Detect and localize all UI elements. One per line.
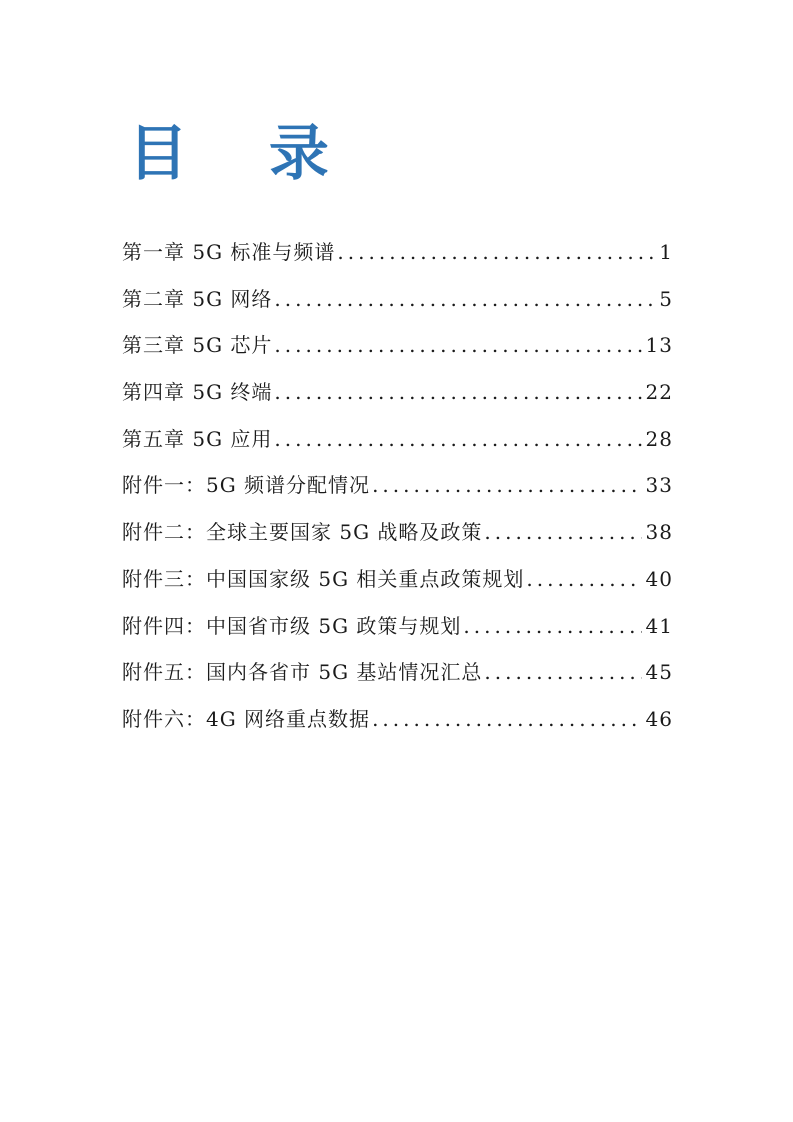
toc-entry-label: 附件五：国内各省市 5G 基站情况汇总 [122,660,483,685]
toc-entry-appendix-4[interactable] [122,606,673,653]
toc-dot-leader [274,372,641,412]
toc-entry-page-number: 33 [645,473,673,498]
toc-entry-chapter-2[interactable] [122,279,673,326]
toc-entry-chapter-3[interactable] [122,325,673,372]
toc-dot-leader [274,419,641,459]
toc-entry-appendix-6[interactable] [122,699,673,746]
toc-dot-leader [484,652,641,692]
toc-title: 目 录 [128,119,359,189]
table-of-contents [122,232,673,746]
toc-entry-page-number: 22 [645,380,673,405]
toc-entry-page-number: 40 [645,566,673,591]
toc-entry-appendix-2[interactable] [122,512,673,559]
toc-dot-leader [463,606,641,646]
toc-entry-page-number: 38 [645,520,673,545]
toc-entry-page-number: 46 [645,706,673,731]
toc-entry-label: 附件四：中国省市级 5G 政策与规划 [122,613,462,638]
toc-dot-leader [372,699,641,739]
toc-entry-label: 第三章 5G 芯片 [122,333,273,358]
toc-entry-label: 附件二：全球主要国家 5G 战略及政策 [122,520,483,545]
toc-entry-label: 第二章 5G 网络 [122,286,273,311]
toc-dot-leader [274,325,641,365]
toc-entry-label: 附件三：中国国家级 5G 相关重点政策规划 [122,566,525,591]
toc-entry-label: 第一章 5G 标准与频谱 [122,240,336,264]
toc-entry-label: 第五章 5G 应用 [122,426,273,451]
toc-entry-label: 附件一：5G 频谱分配情况 [122,473,371,498]
toc-entry-appendix-3[interactable] [122,559,673,606]
toc-dot-leader [274,279,655,319]
toc-entry-page-number: 41 [645,613,673,638]
toc-dot-leader [337,232,655,272]
toc-entry-label: 第四章 5G 终端 [122,380,273,405]
toc-entry-chapter-5[interactable] [122,419,673,466]
toc-dot-leader [372,465,641,505]
toc-entry-chapter-4[interactable] [122,372,673,419]
toc-entry-page-number: 28 [645,426,673,451]
toc-entry-label: 附件六：4G 网络重点数据 [122,706,371,731]
toc-entry-page-number: 5 [659,286,673,311]
toc-entry-appendix-5[interactable] [122,652,673,699]
toc-dot-leader [484,512,641,552]
toc-entry-chapter-1[interactable] [122,232,673,279]
toc-entry-page-number: 13 [645,333,673,358]
toc-entry-page-number: 1 [659,240,673,264]
toc-entry-page-number: 45 [645,660,673,685]
toc-entry-appendix-1[interactable] [122,465,673,512]
toc-dot-leader [526,559,641,599]
